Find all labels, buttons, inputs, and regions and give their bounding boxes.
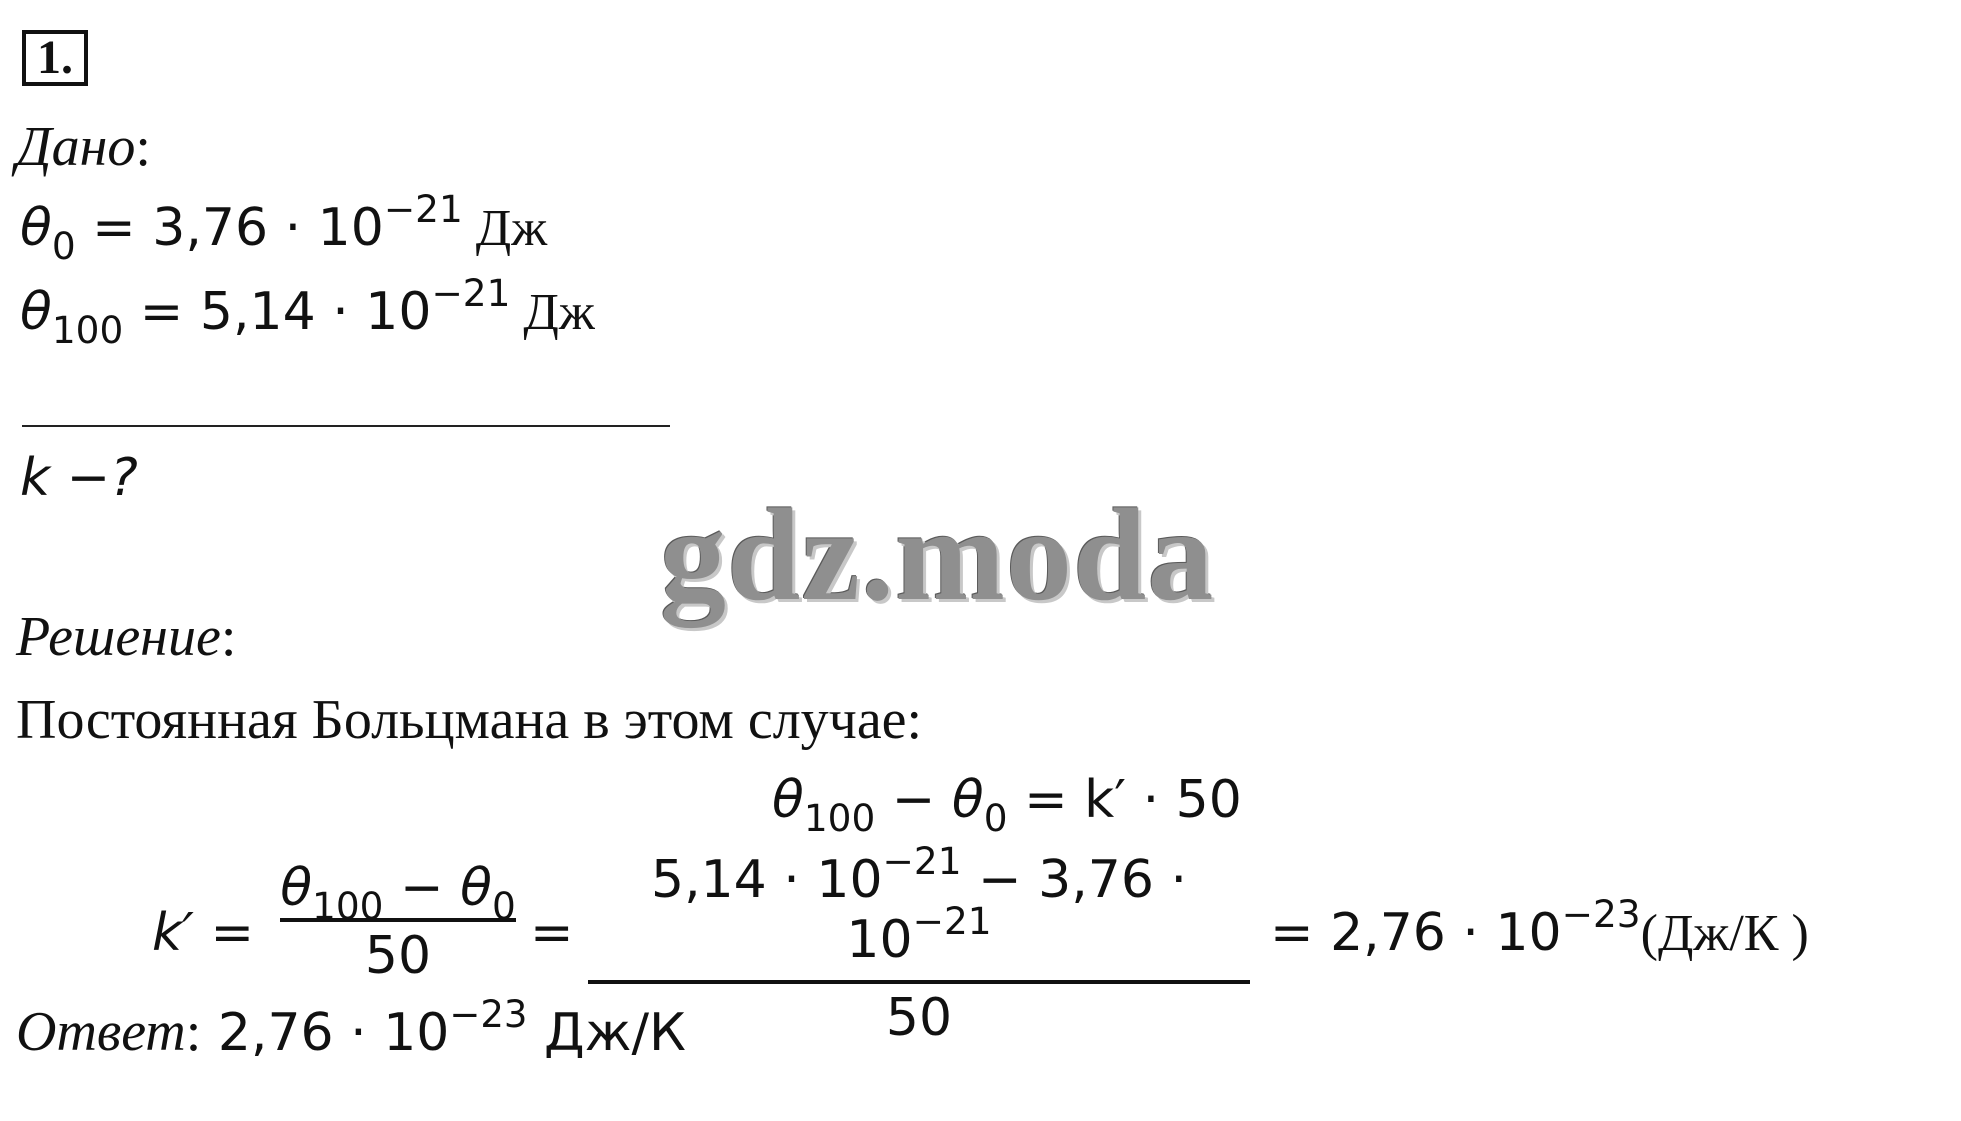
answer-line: [16, 993, 686, 1064]
answer-unit: Дж/К: [527, 1003, 686, 1063]
fraction-1-numerator: [280, 858, 516, 929]
subscript: 0: [983, 796, 1008, 841]
given-line-1: [20, 186, 548, 269]
equation-rest: = k′ · 50: [1007, 770, 1242, 830]
answer-colon: :: [185, 1001, 202, 1063]
exponent: −21: [431, 270, 511, 315]
find-line: k −?: [20, 448, 138, 508]
theta-symbol: θ: [951, 770, 984, 830]
given-heading: [16, 115, 151, 179]
exponent: −21: [882, 838, 962, 883]
equation-1: [772, 770, 1242, 841]
term-a: 5,14 · 10: [650, 850, 883, 910]
fraction-2: [588, 838, 1250, 1048]
solution-label: Решение: [16, 606, 221, 668]
solution-text: Постоянная Больцмана в этом случае:: [16, 689, 923, 751]
subscript: 100: [51, 308, 124, 353]
fraction-2-denominator: 50: [885, 988, 953, 1048]
fraction-1: [280, 858, 516, 986]
result-value: = 2,76 · 10: [1270, 903, 1562, 963]
subscript: 100: [803, 796, 876, 841]
subscript: 0: [491, 884, 516, 929]
value-text: = 5,14 · 10: [123, 282, 432, 342]
solution-heading: [16, 605, 236, 669]
operator: −: [875, 770, 952, 830]
theta-symbol: θ: [460, 858, 492, 918]
operator: −: [961, 850, 1039, 910]
term-b: 3,76 · 10: [846, 850, 1187, 970]
unit: Дж: [462, 200, 548, 257]
unit: Дж: [510, 284, 595, 341]
equals-sign: =: [530, 903, 574, 963]
given-line-2: [20, 270, 595, 353]
given-label: Дано: [16, 116, 136, 178]
fraction-1-denominator: 50: [364, 926, 432, 986]
exponent: −23: [449, 993, 528, 1037]
exponent: −21: [912, 898, 992, 943]
fraction-2-numerator: [588, 838, 1250, 970]
unit: (Дж/К ): [1640, 905, 1809, 962]
theta-symbol: θ: [280, 858, 313, 918]
value-text: = 3,76 · 10: [75, 198, 384, 258]
fraction-2-bar: [588, 980, 1250, 984]
subscript: 0: [51, 224, 76, 269]
answer-value: 2,76 · 10: [201, 1003, 450, 1063]
given-colon: :: [135, 116, 151, 178]
watermark: gdz.moda: [660, 481, 1215, 628]
answer-label: Ответ: [16, 1001, 186, 1063]
given-divider: [22, 425, 670, 427]
theta-symbol: θ: [772, 770, 804, 830]
exponent: −21: [383, 186, 463, 231]
subscript: 100: [312, 884, 384, 929]
equation-2-lhs: k′ =: [152, 903, 255, 963]
problem-number: 1.: [22, 30, 88, 86]
equation-2-result: [1270, 891, 1809, 963]
exponent: −23: [1561, 891, 1641, 936]
theta-symbol: θ: [20, 282, 52, 342]
solution-colon: :: [220, 606, 237, 668]
operator: −: [383, 858, 461, 918]
theta-symbol: θ: [20, 198, 52, 258]
